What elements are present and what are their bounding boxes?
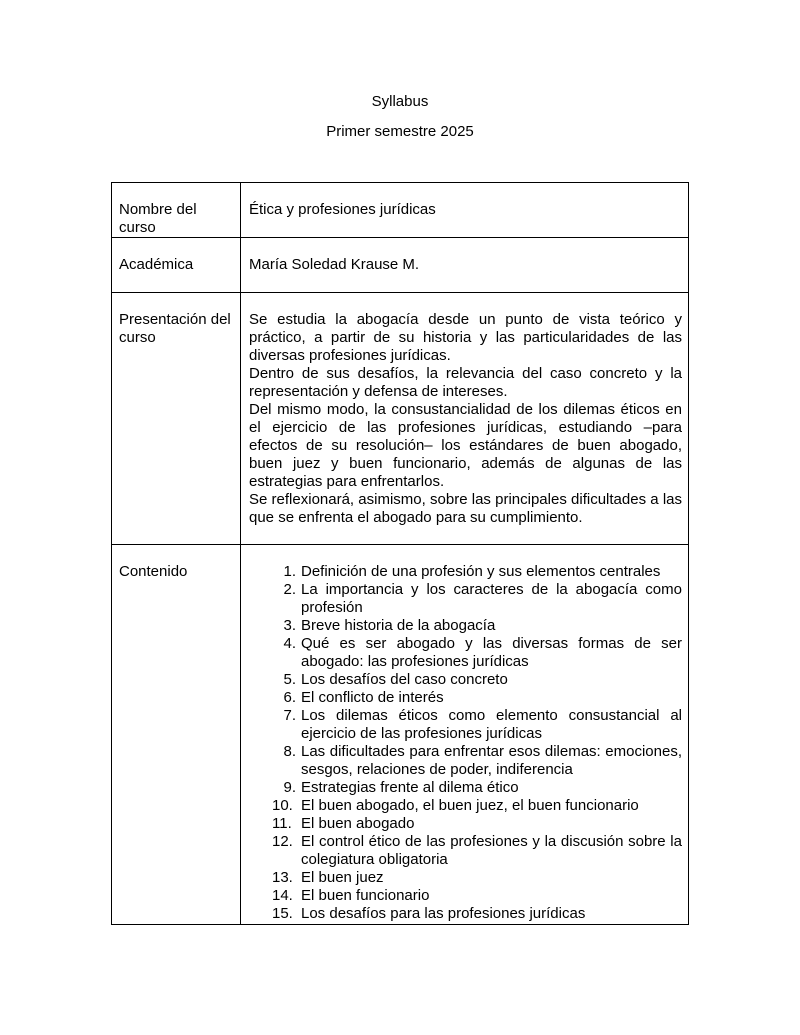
syllabus-table bbox=[111, 182, 689, 925]
list-item-number: 8. bbox=[283, 743, 296, 760]
list-item-number: 6. bbox=[283, 689, 296, 706]
presentation-paragraph: Se estudia la abogacía desde un punto de vista teórico y práctico, a partir de su historia y las particularidades de las diversas profesiones jurídicas. bbox=[249, 311, 682, 364]
list-item-number: 5. bbox=[283, 671, 296, 688]
list-item bbox=[272, 887, 682, 905]
list-item-text: El buen abogado bbox=[301, 815, 415, 832]
table-row-academic bbox=[112, 238, 689, 293]
value-course-name: Ética y profesiones jurídicas bbox=[241, 183, 689, 238]
list-item-number: 10. bbox=[272, 797, 293, 814]
list-item bbox=[275, 581, 682, 617]
list-item bbox=[275, 707, 682, 743]
list-item bbox=[272, 815, 682, 833]
list-item bbox=[272, 797, 682, 815]
table-row-course-name bbox=[112, 183, 689, 238]
list-item-text: Breve historia de la abogacía bbox=[301, 617, 496, 634]
list-item-number: 14. bbox=[272, 887, 293, 904]
table-row-presentation bbox=[112, 293, 689, 545]
presentation-paragraph: Se reflexionará, asimismo, sobre las principales dificultades a las que se enfrenta el abogado para su cumplimiento. bbox=[249, 491, 682, 526]
list-item-number: 13. bbox=[272, 869, 293, 886]
list-item-text: Las dificultades para enfrentar esos dilemas: emociones, sesgos, relaciones de poder, indiferencia bbox=[301, 743, 682, 778]
list-item-text: El buen funcionario bbox=[301, 887, 430, 904]
list-item bbox=[275, 689, 682, 707]
list-item-text: Estrategias frente al dilema ético bbox=[301, 779, 519, 796]
list-item-number: 3. bbox=[283, 617, 296, 634]
list-item bbox=[275, 617, 682, 635]
list-item-number: 11. bbox=[272, 815, 292, 832]
list-item bbox=[275, 563, 682, 581]
list-item-text: Los desafíos del caso concreto bbox=[301, 671, 508, 688]
content-list bbox=[249, 563, 682, 923]
list-item-number: 12. bbox=[272, 833, 293, 850]
list-item bbox=[272, 905, 682, 923]
list-item-text: Los desafíos para las profesiones jurídicas bbox=[301, 905, 586, 922]
list-item-text: El buen abogado, el buen juez, el buen funcionario bbox=[301, 797, 639, 814]
list-item bbox=[272, 833, 682, 869]
list-item-text: Definición de una profesión y sus elementos centrales bbox=[301, 563, 661, 580]
list-item-number: 4. bbox=[283, 635, 296, 652]
list-item-text: La importancia y los caracteres de la abogacía como profesión bbox=[301, 581, 682, 616]
list-item bbox=[275, 743, 682, 779]
table-row-content bbox=[112, 545, 689, 925]
list-item-number: 1. bbox=[283, 563, 296, 580]
list-item bbox=[275, 635, 682, 671]
list-item bbox=[272, 869, 682, 887]
list-item-number: 9. bbox=[283, 779, 296, 796]
label-presentation: Presentación del curso bbox=[112, 293, 241, 545]
list-item-number: 2. bbox=[283, 581, 296, 598]
list-item-number: 15. bbox=[272, 905, 293, 922]
list-item-number: 7. bbox=[283, 707, 296, 724]
label-course-name: Nombre del curso bbox=[112, 183, 241, 238]
document-subtitle: Primer semestre 2025 bbox=[326, 123, 474, 140]
presentation-paragraph: Del mismo modo, la consustancialidad de los dilemas éticos en el ejercicio de las profesiones jurídicas, estudiando –para efectos de su resolución– los estándares de buen abogado, buen juez y buen funcionario, además de algunas de las estrategias para enfrentarlos. bbox=[249, 401, 682, 490]
presentation-paragraph: Dentro de sus desafíos, la relevancia del caso concreto y la representación y defensa de intereses. bbox=[249, 365, 682, 400]
list-item-text: El conflicto de interés bbox=[301, 689, 444, 706]
value-presentation bbox=[241, 293, 689, 545]
list-item bbox=[275, 779, 682, 797]
label-academic: Académica bbox=[112, 238, 241, 293]
list-item-text: El control ético de las profesiones y la discusión sobre la colegiatura obligatoria bbox=[301, 833, 682, 868]
list-item-text: El buen juez bbox=[301, 869, 384, 886]
list-item-text: Los dilemas éticos como elemento consustancial al ejercicio de las profesiones jurídicas bbox=[301, 707, 682, 742]
value-academic: María Soledad Krause M. bbox=[241, 238, 689, 293]
list-item-text: Qué es ser abogado y las diversas formas de ser abogado: las profesiones jurídicas bbox=[301, 635, 682, 670]
list-item bbox=[275, 671, 682, 689]
label-content: Contenido bbox=[112, 545, 241, 925]
document-title: Syllabus bbox=[371, 93, 429, 110]
value-content bbox=[241, 545, 689, 925]
